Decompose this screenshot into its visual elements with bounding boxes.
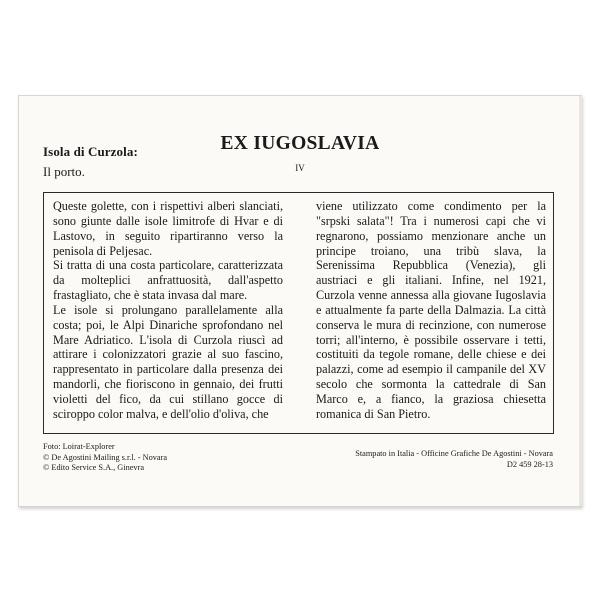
card-number: IV	[295, 163, 305, 173]
place-subtitle: Il porto.	[43, 164, 85, 179]
paragraph: Queste golette, con i rispettivi alberi slanciati, sono giunte dalle isole limitrofe di Hvar e di Lastovo, in seguito ripartiranno verso la penisola di Peljesac.	[53, 199, 283, 258]
photo-credit: Foto: Loirat-Explorer	[43, 442, 115, 451]
paragraph: Le isole si prolungano parallelamente alla costa; poi, le Alpi Dinariche sprofondano nel Mare Adriatico. L'isola di Curzola riuscì ad attirare i colonizzatori grazie al suo fascino, rappresentato in particolare dalla presenza dei mandorli, che fioriscono in gennaio, dei frutti violetti del fico, da cui stillano gocce di sciroppo color malva, e dell'olio d'oliva, che	[53, 302, 283, 421]
copyright-line: © De Agostini Mailing s.r.l. - Novara	[43, 452, 168, 462]
card-title: EX IUGOSLAVIA	[220, 133, 380, 154]
credits-right	[355, 449, 553, 470]
credits-left	[43, 442, 167, 474]
postcard	[18, 95, 582, 507]
text-frame	[43, 192, 554, 434]
left-column	[53, 199, 283, 422]
paragraph: Si tratta di una costa particolare, caratterizzata da molteplici anfrattuosità, dall'aspetto frastagliato, che è stata invasa dal mare.	[53, 258, 283, 303]
paragraph: viene utilizzato come condimento per la "srpski salata"! Tra i numerosi capi che vi regnarono, possiamo menzionare anche un principe troiano, una tribù slava, la Serenissima Repubblica (Venezia), gli austriaci e gli italiani. Infine, nel 1921, Curzola venne annessa alla giovane Iugoslavia e attualmente fa parte della Dalmazia. La città conserva le mura di recinzione, con numerose torri; all'interno, è possibile osservare i tetti, costituiti da tegole romane, delle chiese e dei palazzi, come ad esempio il campanile del XV secolo che sormonta la cattedrale di San Marco e, a fianco, la graziosa chiesetta romanica di San Pietro.	[316, 199, 546, 421]
card-edge	[579, 96, 582, 506]
copyright-line: © Edito Service S.A., Ginevra	[43, 463, 145, 473]
printer-credit: Stampato in Italia - Officine Grafiche De Agostini - Novara	[355, 449, 553, 458]
right-column	[316, 199, 546, 422]
place-name: Isola di Curzola:	[43, 144, 138, 159]
card-code: D2 459 28-13	[506, 459, 553, 469]
